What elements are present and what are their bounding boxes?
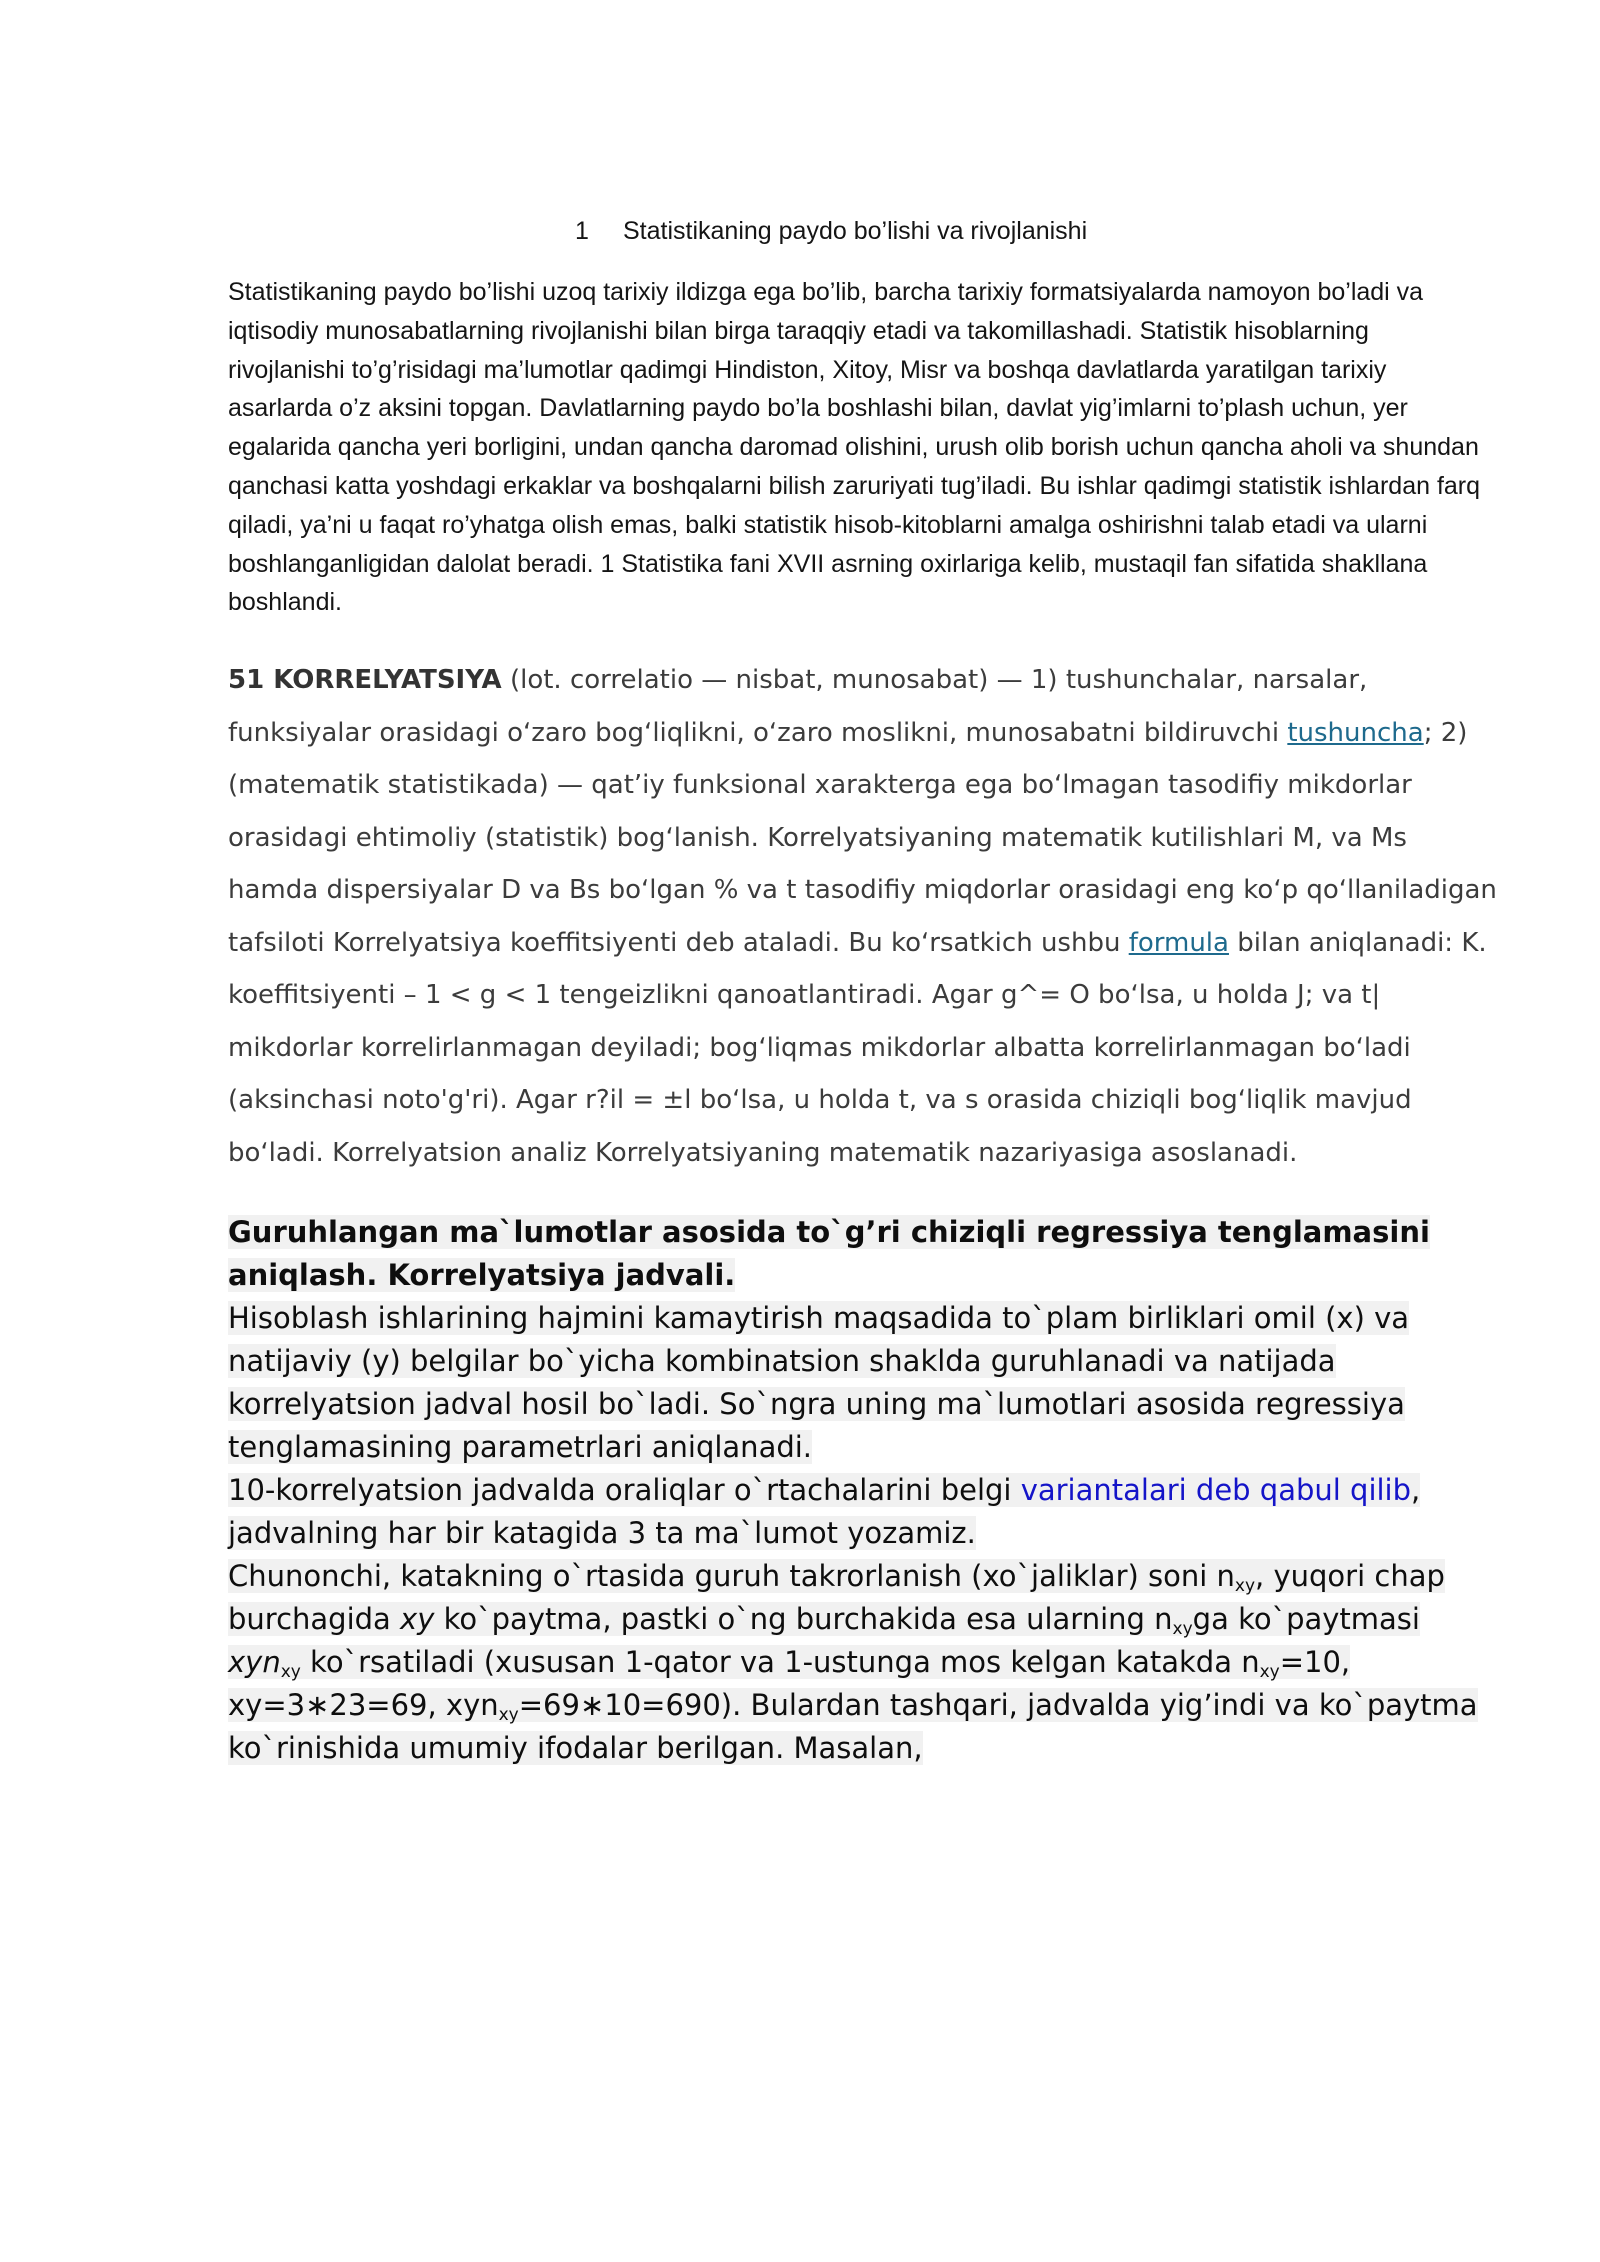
section-paragraph-3: Chunonchi, katakning o`rtasida guruh takrorlanish (xo`jaliklar) soni $n_{xy}$, yuqori chap burchagida xy ko`paytma, pastki o`ng burchakida esa ularning $n_{xy}ga$ ko`paytmasi xyn$_{xy}$ ko`rsatiladi (xususan 1-qator va 1-ustunga mos kelgan katakda $n_{xy}=10$, xy=3∗23=69, xyn$_{xy}$=69∗10=690). Bulardan tashqari, jadvalda yig’indi va ko`paytma ko`rinishida umumiy ifodalar berilgan. Masalan, <box>228 1559 1478 1765</box>
heading-number: 1 <box>575 217 589 245</box>
correlation-text-2: ; 2) (matematik statistikada) — qatʼiy funksional xarakterga ega boʻlmagan tasodifiy mikdorlar orasidagi ehtimoliy (statistik) bogʻlanish. Korrelyatsiyaning matematik kutilishlari M, va Ms hamda dispersiyalar D va Bs boʻlgan % va t tasodifiy miqdorlar orasidagi eng koʻp qoʻllaniladigan tafsiloti Korrelyatsiya koeffitsiyenti deb ataladi. Bu koʻrsatkich ushbu <box>228 717 1497 958</box>
variantalari-link[interactable]: variantalari deb qabul qilib <box>1020 1473 1412 1507</box>
correlation-text-3: bilan aniqlanadi: K. koeffitsiyenti – 1 < g < 1 tengeizlikni qanoatlantiradi. Agar g^= O boʻlsa, u holda J; va t| mikdorlar korrelirlanmagan deyiladi; bogʻliqmas mikdorlar albatta korrelirlanmagan boʻladi (aksinchasi noto'g'ri). Agar r?il = ±l boʻlsa, u holda t, va s orasida chiziqli bogʻliqlik mavjud boʻladi. Korrelyatsion analiz Korrelyatsiyaning matematik nazariyasiga asoslanadi. <box>228 927 1487 1168</box>
correlation-text-1: (lot. correlatio — nisbat, munosabat) — 1) tushunchalar, narsalar, funksiyalar orasidagi oʻzaro bogʻliqlikni, oʻzaro moslikni, munosabatni bildiruvchi <box>228 665 1368 748</box>
section-p2-text-b: , jadvalning har bir katagida 3 ta ma`lumot yozamiz. <box>228 1473 1421 1550</box>
section-paragraph-2 <box>228 1469 1478 1555</box>
section-p2-text-a: 10-korrelyatsion jadvalda oraliqlar o`rtachalarini belgi <box>228 1473 1021 1507</box>
section-title: Guruhlangan ma`lumotlar asosida to`g’ri chiziqli regressiya tenglamasini aniqlash. Korrelyatsiya jadvali. <box>228 1215 1430 1292</box>
tushuncha-link[interactable]: tushuncha <box>1287 717 1424 748</box>
section-heading <box>575 215 1087 247</box>
formula-link[interactable]: formula <box>1128 927 1229 958</box>
section-paragraph-1: Hisoblash ishlarining hajmini kamaytirish maqsadida to`plam birliklari omil (x) va natijaviy (y) belgilar bo`yicha kombinatsion shaklda guruhlanadi va natijada korrelyatsion jadval hosil bo`ladi. So`ngra uning ma`lumotlari asosida regressiya tenglamasining parametrlari aniqlanadi. <box>228 1301 1410 1464</box>
regression-section <box>228 1211 1478 1770</box>
correlation-term: 51 KORRELYATSIYA <box>228 665 502 695</box>
correlation-paragraph <box>228 654 1500 1179</box>
heading-title: Statistikaning paydo bo’lishi va rivojlanishi <box>623 217 1088 245</box>
intro-paragraph: Statistikaning paydo bo’lishi uzoq tarixiy ildizga ega bo’lib, barcha tarixiy formatsiyalarda namoyon bo’ladi va iqtisodiy munosabatlarning rivojlanishi bilan birga taraqqiy etadi va takomillashadi. Statistik hisoblarning rivojlanishi to’g’risidagi ma’lumotlar qadimgi Hindiston, Xitoy, Misr va boshqa davlatlarda yaratilgan tarixiy asarlarda o’z aksini topgan. Davlatlarning paydo bo’la boshlashi bilan, davlat yig’imlarni to’plash uchun, yer egalarida qancha yeri borligini, undan qancha daromad olishini, urush olib borish uchun qancha aholi va shundan qanchasi katta yoshdagi erkaklar va boshqalarni bilish zaruriyati tug’iladi. Bu ishlar qadimgi statistik ishlardan farq qiladi, ya’ni u faqat ro’yhatga olish emas, balki statistik hisob-kitoblarni amalga oshirishni talab etadi va ularni boshlanganligidan dalolat beradi. 1 Statistika fani XVII asrning oxirlariga kelib, mustaqil fan sifatida shakllana boshlandi. <box>228 278 1481 617</box>
